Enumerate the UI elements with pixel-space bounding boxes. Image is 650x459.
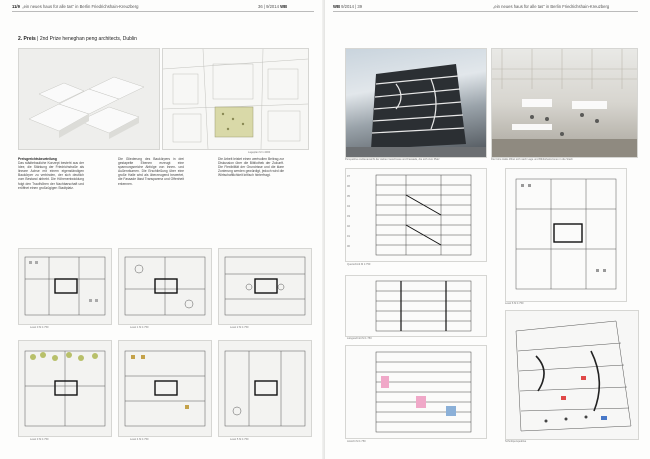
floor-plan-level-0 <box>18 248 112 325</box>
cross-section <box>345 168 487 262</box>
level-mark-07: 07 <box>347 175 350 178</box>
level-mark-05: 05 <box>347 195 350 198</box>
caption-exterior-photo: Perspektive Außenansicht der sieben Geschosse und Fassade, die sich zum Platz <box>345 158 440 161</box>
header-rule <box>12 11 314 12</box>
floor-plan-level-4 <box>118 340 212 437</box>
caption-level-2: Level 2 M 1:750 <box>230 326 249 329</box>
longitudinal-section <box>345 275 487 337</box>
text-heading: Preisgerichtsbeurteilung <box>18 157 57 161</box>
floor-plan-level-1 <box>118 248 212 325</box>
right-header-issue: WB 9/2014 | 39 <box>333 4 363 9</box>
text-column-2: Die Gliederung des Baukörpers in drei gestapelte Ebenen erzeugt eine spannungsreiche Abfolge von Innen- und Außenräumen. Die Erschließung über eine große Halle wird als überzeugend bewertet, die Fassade lässt Transparenz und Offenheit erkennen. <box>118 157 184 186</box>
left-header <box>12 4 139 9</box>
floor-plan-level-2 <box>218 248 312 325</box>
level-mark-04: 04 <box>347 205 350 208</box>
level-mark-00: 00 <box>347 245 350 248</box>
level-mark-06: 06 <box>347 185 350 188</box>
caption-level-5: Level 5 M 1:750 <box>230 438 249 441</box>
site-plan-drawing <box>163 49 308 149</box>
floor-plan-level-6 <box>505 168 627 302</box>
caption-level-6: Level 6 M 1:750 <box>505 302 524 305</box>
magazine-logo-right: WB <box>333 4 340 9</box>
exterior-building-drawing <box>346 49 486 157</box>
page-title: 2. Preis | 2nd Prize heneghan peng architects, Dublin <box>18 36 137 42</box>
caption-elevation: Ansicht M 1:750 <box>347 440 366 443</box>
text-column-1: Preisgerichtsbeurteilung Das städtebauliche Konzept besteht aus der Idee, die Stärkung der Friedrichstraße als lineare Achse mit einem eigenständigen Baukörper zu verbinden, der sich deutlich vom Bestand abhebt. Die Höhenentwicklung folgt den Traufhöhen der Nachbarschaft und eröffnet einen großzügigen Stadtplatz. <box>18 157 84 190</box>
model-photo <box>18 48 160 150</box>
caption-level-0: Level 0 M 1:750 <box>30 326 49 329</box>
interior-hall-drawing <box>492 49 637 157</box>
model-drawing <box>19 49 159 149</box>
caption-interior-photo: Die hohe Halle öffnet sich nach Lage und Bibliothekszonen in die Stadt <box>491 158 573 161</box>
exterior-photo <box>345 48 487 158</box>
site-plan <box>162 48 309 150</box>
page-number: 11/9 <box>12 4 20 9</box>
header-rule-right <box>333 11 638 12</box>
text-column-3: Die Arbeit leistet einen wertvollen Beitrag zur Diskussion über die Bibliothek der Zukunft. Die Flexibilität der Grundrisse und die klare Zonierung werden gewürdigt, jedoch wird die Wirtschaftlichkeit kritisch hinterfragt. <box>218 157 284 178</box>
level-mark-01: 01 <box>347 235 350 238</box>
right-page <box>325 0 650 459</box>
caption-level-4: Level 4 M 1:750 <box>130 438 149 441</box>
caption-level-1: Level 1 M 1:750 <box>130 326 149 329</box>
level-mark-02: 02 <box>347 225 350 228</box>
level-mark-03: 03 <box>347 215 350 218</box>
caption-perspective-section: Schnittperspektive <box>505 440 527 443</box>
caption-level-3: Level 3 M 1:750 <box>30 438 49 441</box>
running-title: „ein neues haus für alle tas" in Berlin Friedrichshain-Kreuzberg <box>22 4 139 9</box>
right-running-title: „ein neues haus für alle tas" in Berlin Friedrichshain-Kreuzberg <box>493 4 610 9</box>
magazine-logo: WB <box>280 4 288 9</box>
floor-plan-level-3 <box>18 340 112 437</box>
left-header-issue: 36 | 9/2014 WB <box>258 4 288 9</box>
caption-cross-section: Querschnitt M 1:750 <box>347 263 371 266</box>
interior-photo <box>491 48 638 158</box>
floor-plan-level-5 <box>218 340 312 437</box>
perspective-section <box>505 310 639 440</box>
caption-longitudinal-section: Längsschnitt M 1:750 <box>347 337 372 340</box>
elevation <box>345 345 487 439</box>
caption-site-plan: Lageplan M 1:4000 <box>248 151 271 154</box>
